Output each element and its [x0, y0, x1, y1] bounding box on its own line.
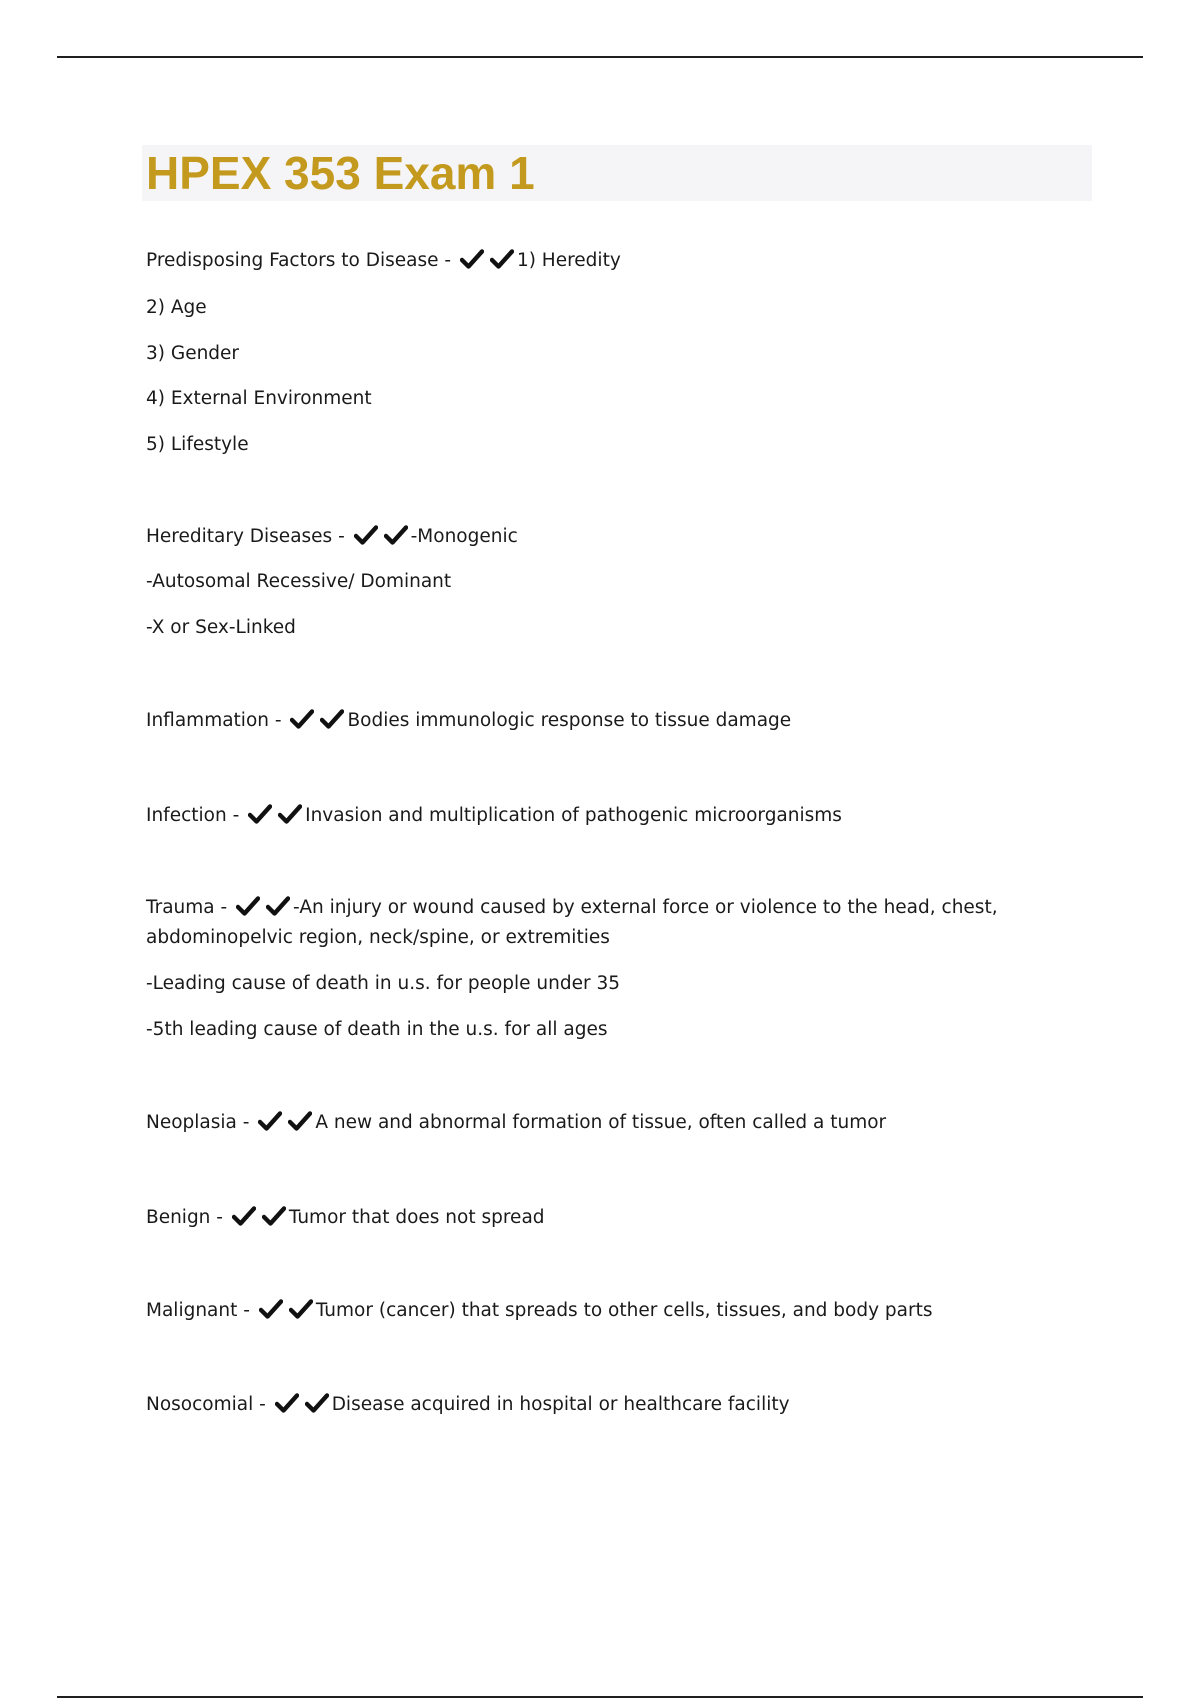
entry-definition: Invasion and multiplication of pathogenic microorganisms [305, 805, 842, 826]
top-rule [57, 56, 1143, 58]
checkmark-icon [266, 895, 290, 917]
entry-term: Predisposing Factors to Disease - [146, 250, 457, 271]
entry-term: Inflammation - [146, 710, 288, 731]
entry-term: Benign - [146, 1207, 229, 1228]
checkmark-icon [490, 248, 514, 270]
entry-term: Trauma - [146, 897, 234, 918]
entry-definition: Disease acquired in hospital or healthcare facility [331, 1394, 790, 1415]
checkmark-icon [232, 1205, 256, 1227]
entry-detail-line: -X or Sex-Linked [146, 617, 296, 638]
entry-definition: -An injury or wound caused by external force or violence to the head, chest, abdominopelvic region, neck/spine, or extremities [146, 897, 998, 948]
entry-definition: A new and abnormal formation of tissue, often called a tumor [315, 1112, 887, 1133]
checkmark-icon [289, 1298, 313, 1320]
entry-nosocomial [146, 1392, 790, 1418]
checkmark-icon [354, 524, 378, 546]
entry-definition: 1) Heredity [516, 250, 621, 271]
checkmark-icon [278, 803, 302, 825]
entry-detail-line: 2) Age [146, 297, 207, 318]
entry-term: Nosocomial - [146, 1394, 272, 1415]
entry-malignant [146, 1298, 933, 1324]
checkmark-icon [236, 895, 260, 917]
entry-term: Hereditary Diseases - [146, 526, 351, 547]
entry-term: Infection - [146, 805, 246, 826]
entry-detail-line: 5) Lifestyle [146, 434, 249, 455]
checkmark-icon [259, 1298, 283, 1320]
checkmark-icon [305, 1392, 329, 1414]
entry-term: Malignant - [146, 1300, 256, 1321]
bottom-rule [57, 1696, 1143, 1698]
entry-trauma [146, 893, 1006, 953]
entry-definition: Tumor (cancer) that spreads to other cells, tissues, and body parts [315, 1300, 933, 1321]
checkmark-icon [248, 803, 272, 825]
checkmark-icon [288, 1110, 312, 1132]
entry-inflammation [146, 708, 791, 734]
entry-definition: -Monogenic [410, 526, 518, 547]
checkmark-icon [460, 248, 484, 270]
checkmark-icon [262, 1205, 286, 1227]
checkmark-icon [320, 708, 344, 730]
entry-neoplasia [146, 1110, 886, 1136]
entry-detail-line: 3) Gender [146, 343, 240, 364]
entry-infection [146, 803, 842, 829]
entry-detail-line: -Autosomal Recessive/ Dominant [146, 571, 452, 592]
entry-predisposing-factors [146, 248, 621, 274]
checkmark-icon [384, 524, 408, 546]
checkmark-icon [275, 1392, 299, 1414]
entry-definition: Tumor that does not spread [288, 1207, 545, 1228]
checkmark-icon [258, 1110, 282, 1132]
entry-hereditary-diseases [146, 524, 518, 550]
entry-definition: Bodies immunologic response to tissue damage [347, 710, 792, 731]
entry-detail-line: -Leading cause of death in u.s. for people under 35 [146, 973, 621, 994]
entry-detail-line: -5th leading cause of death in the u.s. for all ages [146, 1019, 608, 1040]
entry-detail-line: 4) External Environment [146, 388, 372, 409]
entry-benign [146, 1205, 545, 1231]
entry-term: Neoplasia - [146, 1112, 256, 1133]
checkmark-icon [290, 708, 314, 730]
page-title: HPEX 353 Exam 1 [146, 147, 535, 199]
